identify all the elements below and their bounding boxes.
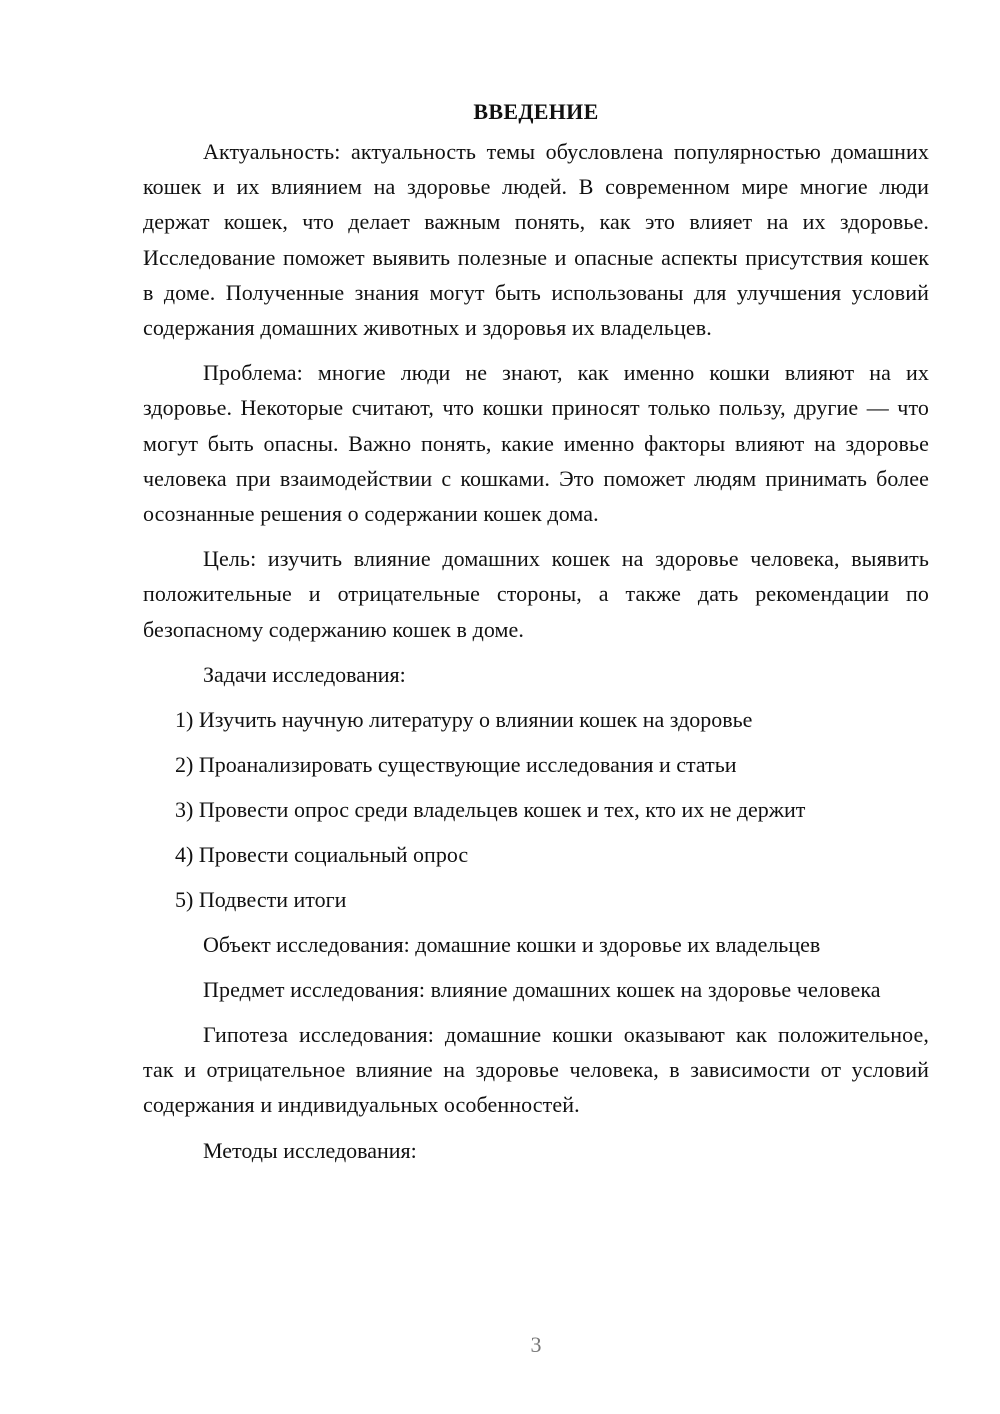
page-number: 3	[530, 1332, 542, 1357]
methods-heading: Методы исследования:	[203, 1137, 417, 1163]
list-item: 2) Проанализировать существующие исследования и статьи	[175, 751, 737, 777]
page-content	[143, 94, 929, 1178]
page-title: ВВЕДЕНИЕ	[473, 99, 599, 124]
object-paragraph: Объект исследования: домашние кошки и здоровье их владельцев	[203, 931, 821, 957]
hypothesis-paragraph: Гипотеза исследования: домашние кошки оказывают как положительное, так и отрицательное влияние на здоровье человека, в зависимости от условий содержания и индивидуальных особенностей.	[143, 1022, 929, 1118]
goal-paragraph: Цель: изучить влияние домашних кошек на здоровье человека, выявить положительные и отрицательные стороны, а также дать рекомендации по безопасному содержанию кошек в доме.	[143, 546, 929, 642]
subject-paragraph: Предмет исследования: влияние домашних кошек на здоровье человека	[203, 976, 881, 1002]
list-item: 4) Провести социальный опрос	[175, 841, 469, 867]
tasks-list	[143, 702, 929, 917]
list-item: 5) Подвести итоги	[175, 886, 347, 912]
relevance-paragraph: Актуальность: актуальность темы обусловлена популярностью домашних кошек и их влиянием на здоровье людей. В современном мире многие люди держат кошек, что делает важным понять, как это влияет на их здоровье. Исследование поможет выявить полезные и опасные аспекты присутствия кошек в доме. Полученные знания могут быть использованы для улучшения условий содержания домашних животных и здоровья их владельцев.	[143, 139, 929, 341]
list-item: 3) Провести опрос среди владельцев кошек и тех, кто их не держит	[175, 796, 806, 822]
problem-paragraph: Проблема: многие люди не знают, как именно кошки влияют на их здоровье. Некоторые считают, что кошки приносят только пользу, другие — что могут быть опасны. Важно понять, какие именно факторы влияют на здоровье человека при взаимодействии с кошками. Это поможет людям принимать более осознанные решения о содержании кошек дома.	[143, 360, 929, 527]
tasks-heading: Задачи исследования:	[203, 661, 406, 687]
list-item: 1) Изучить научную литературу о влиянии кошек на здоровье	[175, 706, 753, 732]
